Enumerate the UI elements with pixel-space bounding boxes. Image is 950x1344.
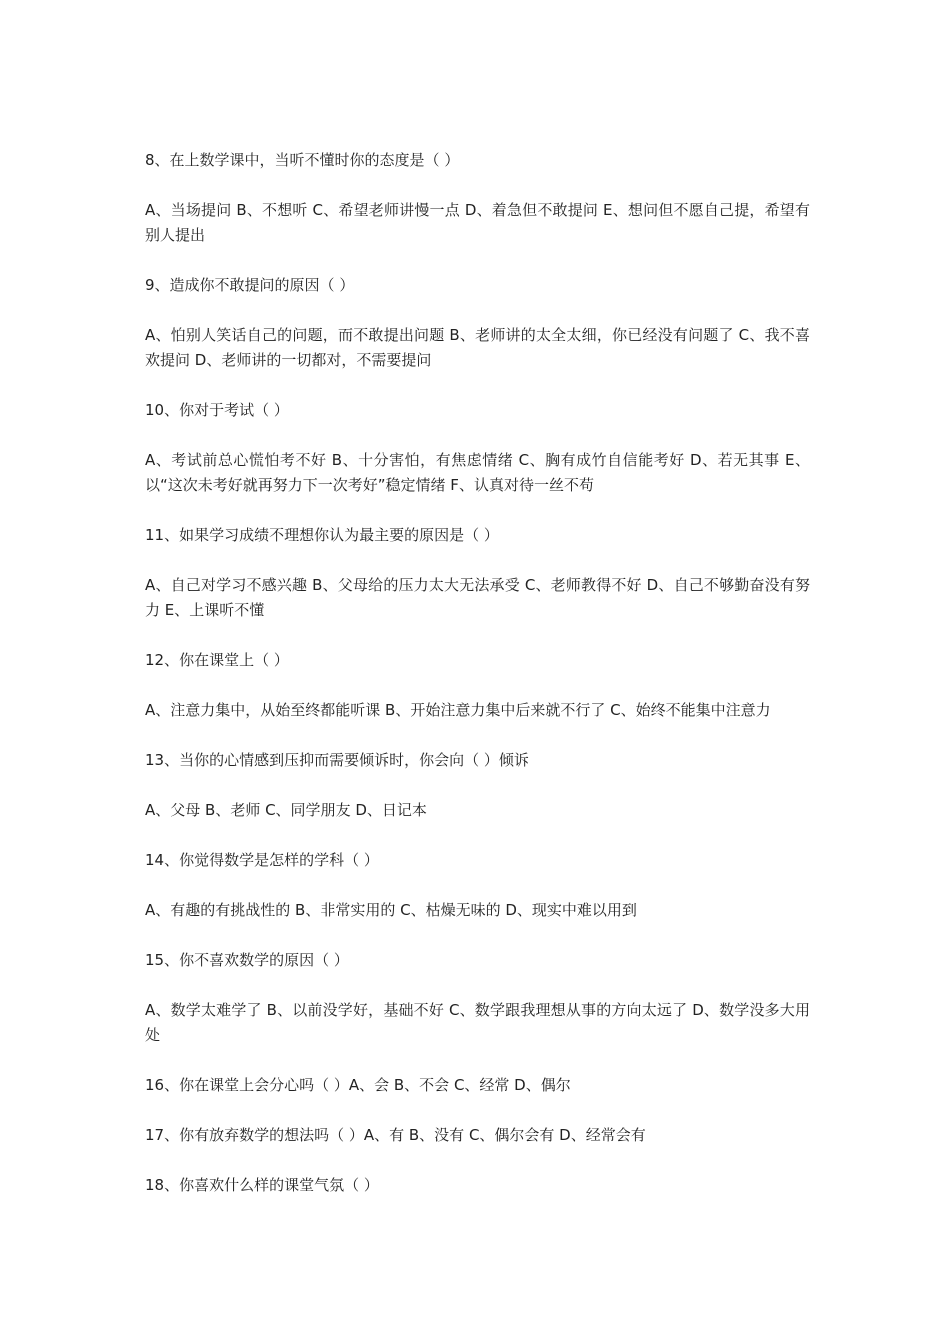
question-11-options: A、自己对学习不感兴趣 B、父母给的压力太大无法承受 C、老师教得不好 D、自己不够勤奋没有努力 E、上课听不懂 (145, 576, 810, 619)
question-9-options: A、怕别人笑话自己的问题，而不敢提出问题 B、老师讲的太全太细，你已经没有问题了 C、我不喜欢提问 D、老师讲的一切都对，不需要提问 (145, 326, 810, 369)
question-12-options: A、注意力集中，从始至终都能听课 B、开始注意力集中后来就不行了 C、始终不能集中注意力 (145, 701, 771, 719)
question-16: 16、你在课堂上会分心吗（ ）A、会 B、不会 C、经常 D、偶尔 (145, 1076, 571, 1094)
question-12: 12、你在课堂上（ ） (145, 651, 289, 669)
question-11: 11、如果学习成绩不理想你认为最主要的原因是（ ） (145, 526, 499, 544)
question-18: 18、你喜欢什么样的课堂气氛（ ） (145, 1176, 379, 1194)
question-15-options: A、数学太难学了 B、以前没学好，基础不好 C、数学跟我理想从事的方向太远了 D、数学没多大用处 (145, 1001, 810, 1044)
question-13-options: A、父母 B、老师 C、同学朋友 D、日记本 (145, 801, 427, 819)
question-9: 9、造成你不敢提问的原因（ ） (145, 276, 355, 294)
question-13: 13、当你的心情感到压抑而需要倾诉时，你会向（ ）倾诉 (145, 751, 529, 769)
question-8-options: A、当场提问 B、不想听 C、希望老师讲慢一点 D、着急但不敢提问 E、想问但不愿自己提，希望有别人提出 (145, 201, 810, 244)
document-page (145, 148, 810, 1223)
question-8: 8、在上数学课中，当听不懂时你的态度是（ ） (145, 151, 460, 169)
question-17: 17、你有放弃数学的想法吗（ ）A、有 B、没有 C、偶尔会有 D、经常会有 (145, 1126, 646, 1144)
question-10: 10、你对于考试（ ） (145, 401, 289, 419)
question-15: 15、你不喜欢数学的原因（ ） (145, 951, 349, 969)
question-14-options: A、有趣的有挑战性的 B、非常实用的 C、枯燥无味的 D、现实中难以用到 (145, 901, 637, 919)
question-10-options: A、考试前总心慌怕考不好 B、十分害怕，有焦虑情绪 C、胸有成竹自信能考好 D、若无其事 E、以“这次未考好就再努力下一次考好”稳定情绪 F、认真对待一丝不苟 (145, 451, 810, 494)
question-14: 14、你觉得数学是怎样的学科（ ） (145, 851, 379, 869)
